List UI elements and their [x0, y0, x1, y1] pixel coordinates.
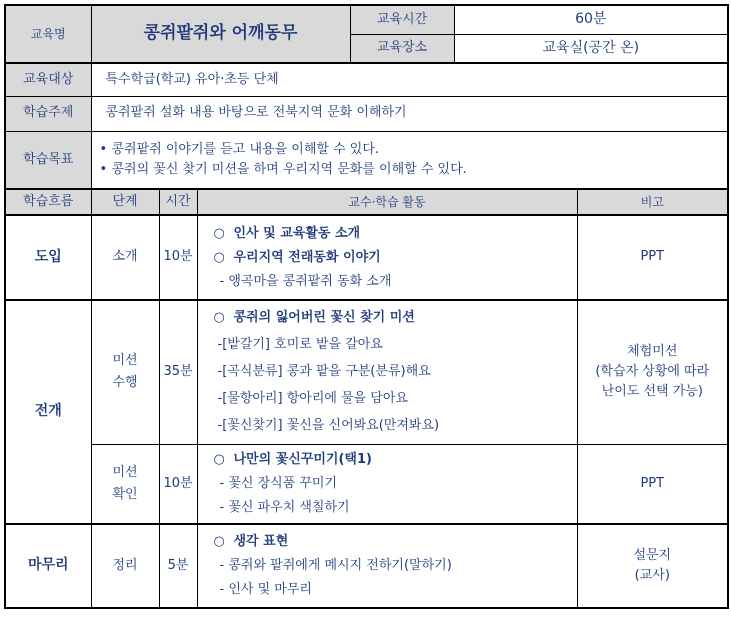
circle-icon: ○ [213, 534, 225, 549]
goals-list [91, 131, 728, 189]
circle-icon: ○ [213, 225, 225, 241]
duration-value: 60분 [454, 5, 728, 34]
time-outro: 5분 [159, 524, 197, 608]
note-outro: 설문지 (교사) [577, 524, 728, 608]
circle-icon: ○ [213, 310, 225, 326]
duration-label: 교육시간 [350, 5, 454, 34]
theme-label: 학습주제 [5, 96, 91, 131]
flow-header-note: 비고 [577, 189, 728, 215]
time-intro: 10분 [159, 215, 197, 300]
step-intro: 소개 [91, 215, 159, 300]
phase-development: 전개 [5, 300, 91, 524]
lesson-plan-table [4, 4, 729, 609]
time-mission-check: 10분 [159, 444, 197, 524]
goals-label: 학습목표 [5, 131, 91, 189]
step-mission-perform: 미션 수행 [91, 300, 159, 444]
flow-header-phase: 학습흐름 [5, 189, 91, 215]
flow-header-activity: 교수·학습 활동 [197, 189, 577, 215]
activity-mission-check: ○ 나만의 꽃신꾸미기(택1) - 꽃신 장식품 꾸미기 - 꽃신 파우치 색칠하기 [197, 444, 577, 524]
place-value: 교육실(공간 온) [454, 34, 728, 63]
target-value: 특수학급(학교) 유아·초등 단체 [91, 63, 728, 96]
step-outro: 정리 [91, 524, 159, 608]
bullet-icon: • [99, 141, 108, 157]
goal-item: • 콩쥐의 꽃신 찾기 미션을 하며 우리지역 문화를 이해할 수 있다. [100, 160, 728, 180]
phase-outro: 마무리 [5, 524, 91, 608]
note-mission-perform: 체험미션 (학습자 상황에 따라 난이도 선택 가능) [577, 300, 728, 444]
flow-header-time: 시간 [159, 189, 197, 215]
activity-intro: ○ 인사 및 교육활동 소개 ○ 우리지역 전래동화 이야기 - 앵곡마을 콩쥐팥쥐 동화 소개 [197, 215, 577, 300]
theme-value: 콩쥐팥쥐 설화 내용 바탕으로 전북지역 문화 이해하기 [91, 96, 728, 131]
circle-icon: ○ [213, 249, 225, 265]
course-title: 콩쥐팥쥐와 어깨동무 [91, 5, 350, 63]
course-name-label: 교육명 [5, 5, 91, 63]
place-label: 교육장소 [350, 34, 454, 63]
phase-intro: 도입 [5, 215, 91, 300]
activity-mission-perform: ○ 콩쥐의 잃어버린 꽃신 찾기 미션 -[밭갈기] 호미로 밭을 갈아요 -[곡식분류] 콩과 팥을 구분(분류)해요 -[물항아리] 항아리에 물을 담아요 -[꽃신찾기] 꽃신을 신어봐요(만져봐요) [197, 300, 577, 444]
goal-item: • 콩쥐팥쥐 이야기를 듣고 내용을 이해할 수 있다. [100, 140, 728, 160]
lesson-plan [4, 4, 729, 609]
step-mission-check: 미션 확인 [91, 444, 159, 524]
target-label: 교육대상 [5, 63, 91, 96]
flow-header-step: 단계 [91, 189, 159, 215]
bullet-icon: • [99, 161, 108, 177]
time-mission-perform: 35분 [159, 300, 197, 444]
note-intro: PPT [577, 215, 728, 300]
circle-icon: ○ [213, 451, 225, 467]
activity-outro: ○ 생각 표현 - 콩쥐와 팥쥐에게 메시지 전하기(말하기) - 인사 및 마무리 [197, 524, 577, 608]
note-mission-check: PPT [577, 444, 728, 524]
